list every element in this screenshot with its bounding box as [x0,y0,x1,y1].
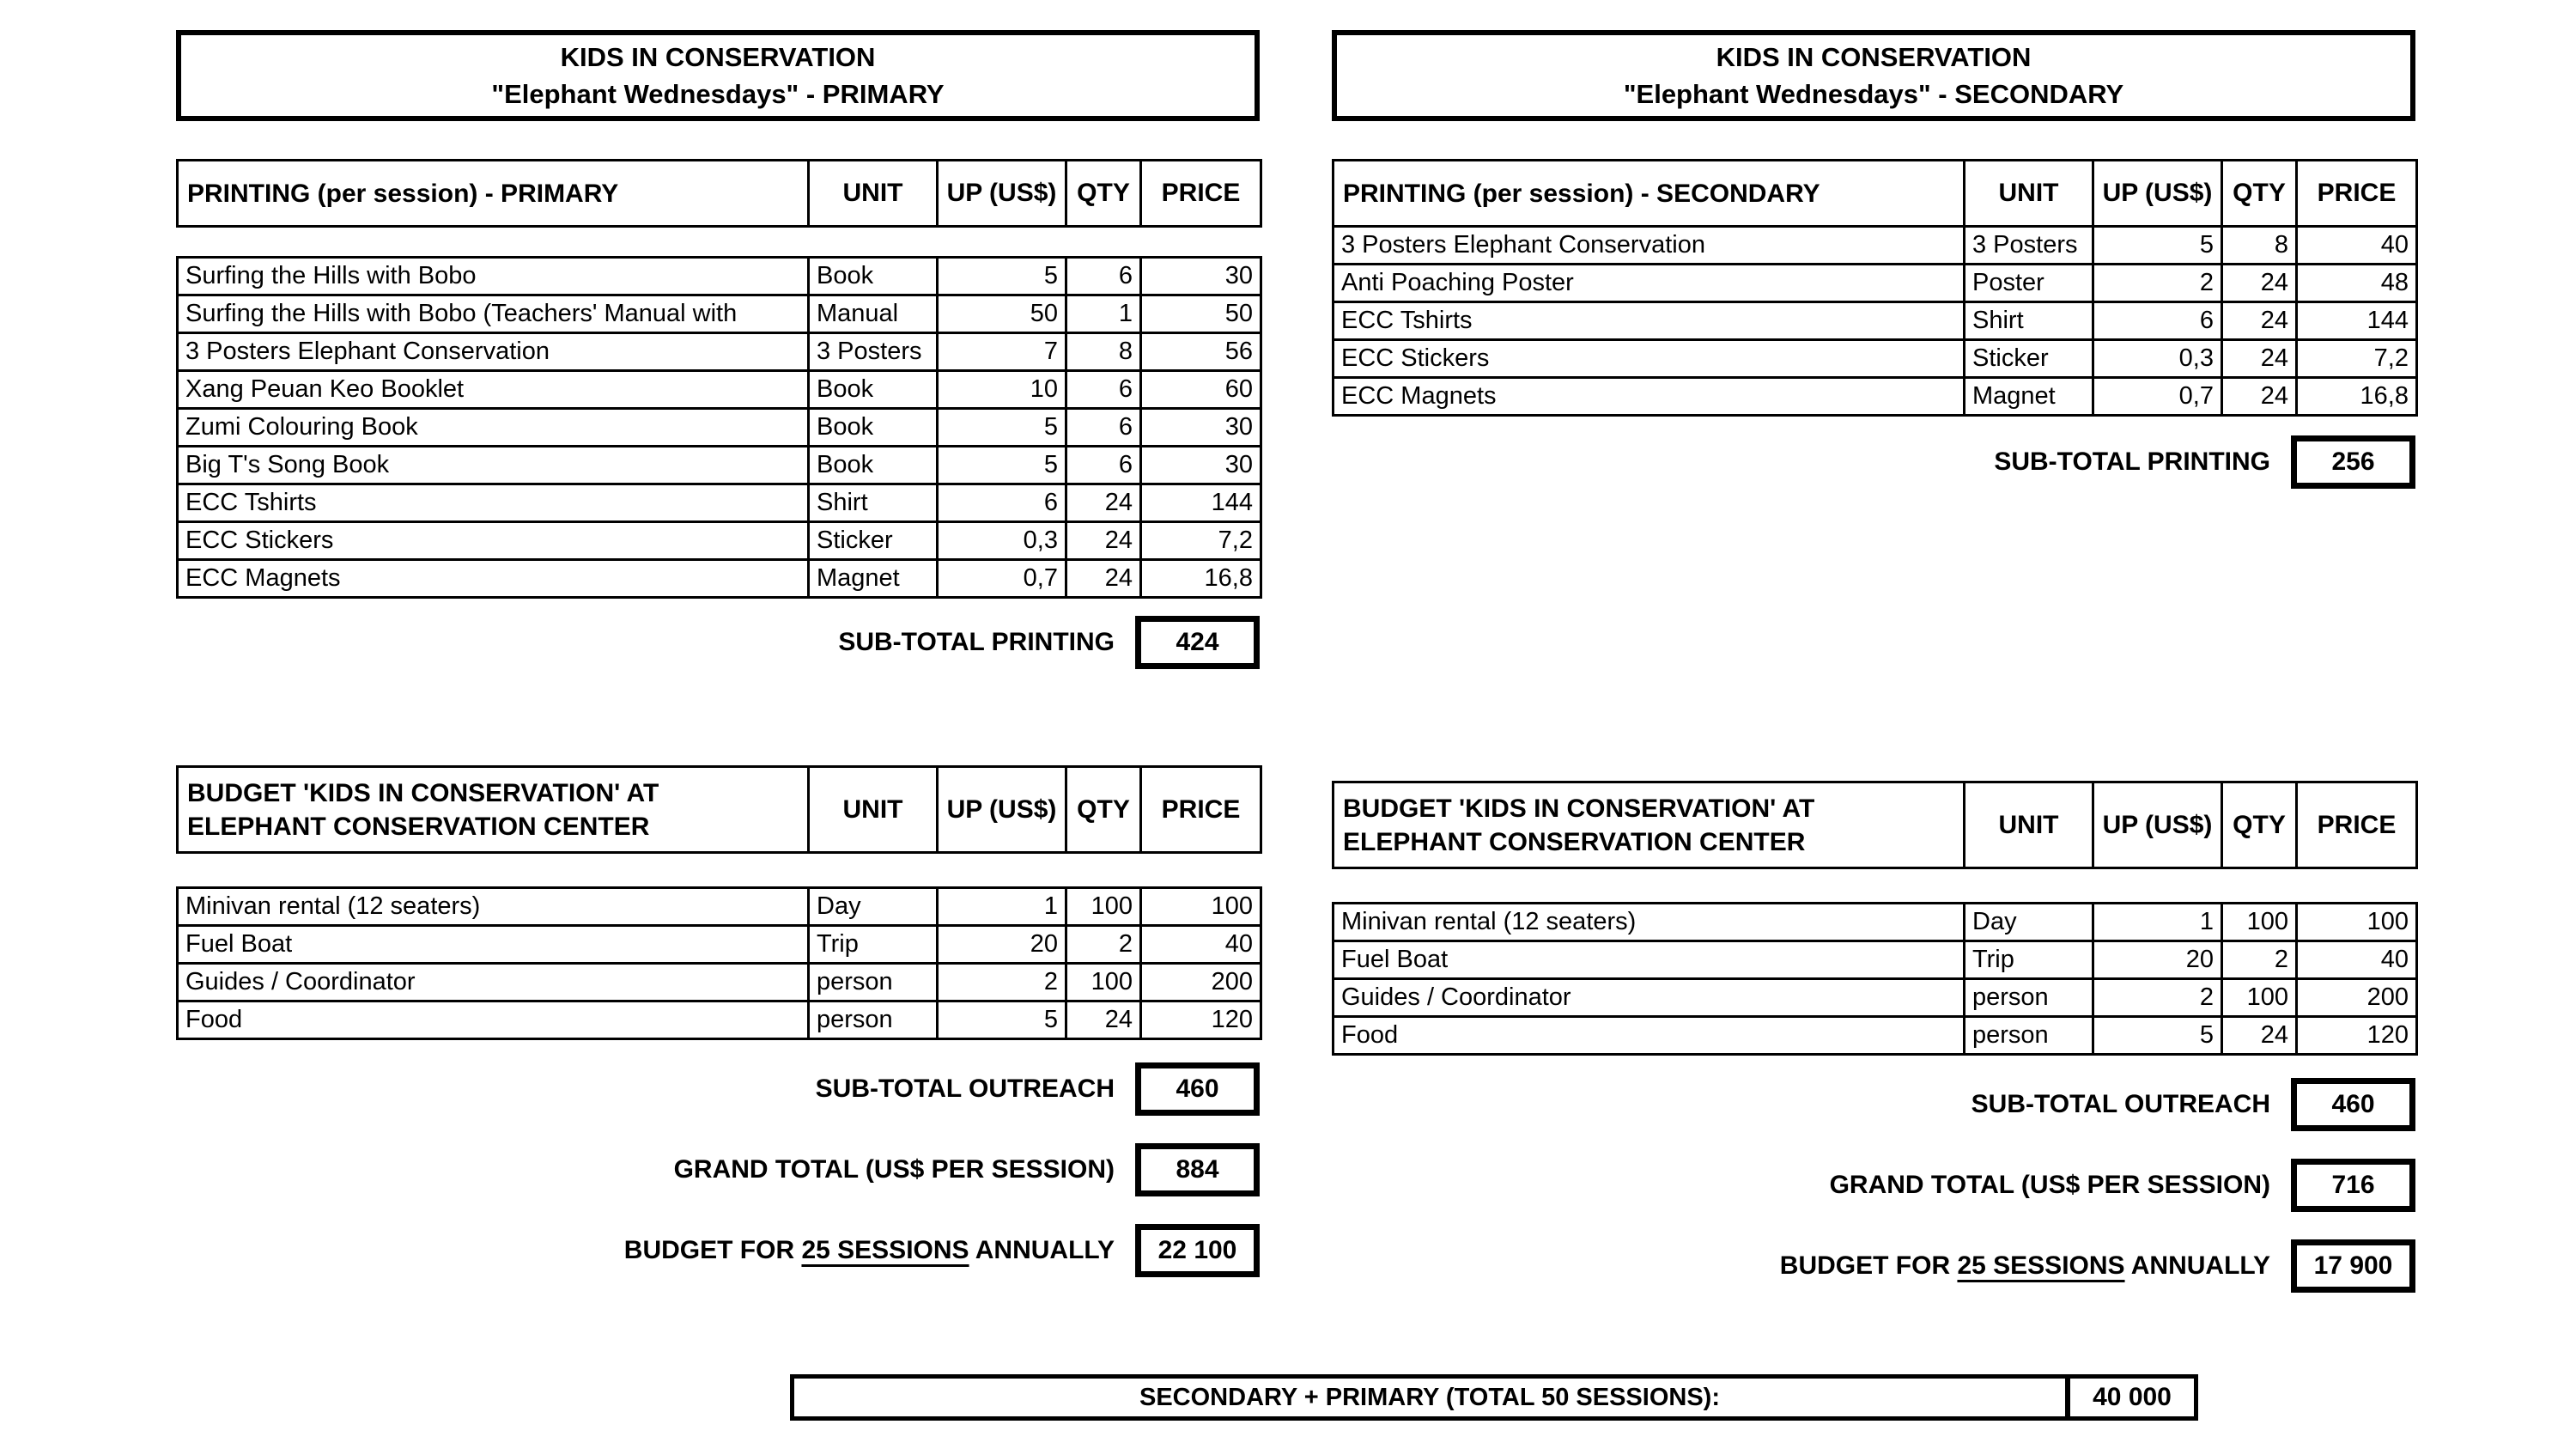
qty-cell: 6 [1066,371,1141,409]
table-row [1334,1017,2417,1055]
up-cell: 0,7 [2093,378,2222,416]
table-row [178,258,1261,295]
qty-cell: 100 [1066,888,1141,926]
unit-cell: 3 Posters [1965,227,2093,265]
item-cell: 3 Posters Elephant Conservation [1334,227,1965,265]
unit-cell: Sticker [1965,340,2093,378]
item-cell: 3 Posters Elephant Conservation [178,333,809,371]
up-cell: 0,3 [938,522,1066,560]
program-subtitle: "Elephant Wednesdays" - SECONDARY [1623,79,2124,109]
item-cell: Guides / Coordinator [178,964,809,1001]
price-cell: 200 [1141,964,1261,1001]
up-cell: 20 [938,926,1066,964]
price-cell: 56 [1141,333,1261,371]
qty-cell: 100 [1066,964,1141,1001]
up-cell: 5 [938,447,1066,484]
col-header-up: UP (US$) [2093,782,2222,868]
qty-cell: 8 [2222,227,2297,265]
up-cell: 2 [2093,979,2222,1017]
item-cell: Zumi Colouring Book [178,409,809,447]
table-row [178,1001,1261,1039]
table-row [178,484,1261,522]
secondary-title-box [1332,30,2415,121]
subtotal-printing-label: SUB-TOTAL PRINTING [838,628,1115,656]
qty-cell: 24 [2222,340,2297,378]
subtotal-outreach-value: 460 [1135,1062,1260,1116]
qty-cell: 24 [2222,265,2297,302]
qty-cell: 24 [1066,522,1141,560]
price-cell: 16,8 [1141,560,1261,598]
table-row [178,560,1261,598]
annual-budget-label: BUDGET FOR 25 SESSIONS ANNUALLY [623,1236,1115,1264]
printing-table-title: PRINTING (per session) - PRIMARY [178,161,809,227]
price-cell: 48 [2297,265,2417,302]
qty-cell: 1 [1066,295,1141,333]
col-header-qty: QTY [2222,782,2297,868]
header-row [1334,782,2417,868]
budget-header-secondary [1332,781,2418,869]
qty-cell: 6 [1066,409,1141,447]
item-cell: Fuel Boat [1334,941,1965,979]
col-header-qty: QTY [2222,161,2297,227]
unit-cell: person [809,964,938,1001]
col-header-up: UP (US$) [2093,161,2222,227]
col-header-price: PRICE [2297,161,2417,227]
up-cell: 5 [2093,1017,2222,1055]
combined-total-bar [790,1374,2198,1421]
col-header-unit: UNIT [809,767,938,853]
qty-cell: 24 [2222,302,2297,340]
col-header-unit: UNIT [1965,161,2093,227]
up-cell: 50 [938,295,1066,333]
unit-cell: Book [809,409,938,447]
budget-table-title: BUDGET 'KIDS IN CONSERVATION' AT ELEPHANT CONSERVATION CENTER [1334,782,1965,868]
up-cell: 5 [938,409,1066,447]
col-header-price: PRICE [1141,161,1261,227]
qty-cell: 100 [2222,904,2297,941]
annual-budget-row [1332,1239,2415,1293]
unit-cell: Book [809,371,938,409]
table-row [178,926,1261,964]
qty-cell: 24 [1066,560,1141,598]
item-cell: Food [178,1001,809,1039]
price-cell: 120 [2297,1017,2417,1055]
grand-total-label: GRAND TOTAL (US$ PER SESSION) [673,1155,1115,1184]
item-cell: Surfing the Hills with Bobo [178,258,809,295]
col-header-unit: UNIT [1965,782,2093,868]
qty-cell: 24 [1066,1001,1141,1039]
printing-header-primary [176,159,1262,228]
table-row [1334,941,2417,979]
price-cell: 7,2 [2297,340,2417,378]
budget-table-primary [176,886,1262,1040]
item-cell: ECC Magnets [178,560,809,598]
table-row [1334,227,2417,265]
program-title: KIDS IN CONSERVATION [560,42,876,72]
qty-cell: 2 [2222,941,2297,979]
qty-cell: 100 [2222,979,2297,1017]
sessions-underline: 25 SESSIONS [801,1236,969,1264]
grand-total-row [1332,1159,2415,1212]
price-cell: 30 [1141,258,1261,295]
sessions-underline: 25 SESSIONS [1957,1251,2125,1280]
program-subtitle: "Elephant Wednesdays" - PRIMARY [491,79,945,109]
item-cell: Big T's Song Book [178,447,809,484]
up-cell: 1 [2093,904,2222,941]
price-cell: 16,8 [2297,378,2417,416]
subtotal-outreach-value: 460 [2291,1078,2415,1131]
program-title: KIDS IN CONSERVATION [1716,42,2032,72]
header-row [178,161,1261,227]
item-cell: Minivan rental (12 seaters) [1334,904,1965,941]
subtotal-printing-value: 424 [1135,616,1260,669]
table-row [178,522,1261,560]
combined-total-label: SECONDARY + PRIMARY (TOTAL 50 SESSIONS): [1139,1383,1720,1411]
table-row [1334,340,2417,378]
combined-total-value: 40 000 [2065,1379,2194,1416]
price-cell: 144 [2297,302,2417,340]
up-cell: 5 [938,1001,1066,1039]
price-cell: 30 [1141,447,1261,484]
unit-cell: 3 Posters [809,333,938,371]
secondary-column [1332,30,2415,1293]
table-row [178,295,1261,333]
annual-budget-value: 17 900 [2291,1239,2415,1293]
grand-total-value: 716 [2291,1159,2415,1212]
table-row [1334,302,2417,340]
qty-cell: 2 [1066,926,1141,964]
price-cell: 40 [1141,926,1261,964]
unit-cell: Day [809,888,938,926]
price-cell: 100 [2297,904,2417,941]
annual-budget-label: BUDGET FOR 25 SESSIONS ANNUALLY [1779,1251,2270,1280]
primary-column [176,30,1260,1277]
price-cell: 120 [1141,1001,1261,1039]
budget-table-secondary [1332,902,2418,1056]
item-cell: ECC Tshirts [178,484,809,522]
price-cell: 100 [1141,888,1261,926]
qty-cell: 24 [1066,484,1141,522]
up-cell: 2 [2093,265,2222,302]
subtotal-outreach-row [176,1062,1260,1116]
up-cell: 2 [938,964,1066,1001]
item-cell: Xang Peuan Keo Booklet [178,371,809,409]
subtotal-outreach-row [1332,1078,2415,1131]
table-row [1334,378,2417,416]
header-row [178,767,1261,853]
unit-cell: Magnet [809,560,938,598]
item-cell: ECC Magnets [1334,378,1965,416]
unit-cell: Magnet [1965,378,2093,416]
unit-cell: person [1965,979,2093,1017]
qty-cell: 24 [2222,1017,2297,1055]
item-cell: Surfing the Hills with Bobo (Teachers' Manual with [178,295,809,333]
primary-title-box [176,30,1260,121]
table-row [178,409,1261,447]
item-cell: ECC Stickers [178,522,809,560]
up-cell: 6 [938,484,1066,522]
price-cell: 30 [1141,409,1261,447]
table-row [1334,979,2417,1017]
printing-table-title: PRINTING (per session) - SECONDARY [1334,161,1965,227]
table-row [178,447,1261,484]
item-cell: ECC Stickers [1334,340,1965,378]
item-cell: Food [1334,1017,1965,1055]
table-row [178,333,1261,371]
subtotal-printing-label: SUB-TOTAL PRINTING [1994,447,2270,476]
printing-table-primary [176,256,1262,599]
qty-cell: 6 [1066,258,1141,295]
col-header-price: PRICE [2297,782,2417,868]
up-cell: 0,7 [938,560,1066,598]
table-row [1334,265,2417,302]
price-cell: 40 [2297,941,2417,979]
up-cell: 5 [938,258,1066,295]
grand-total-label: GRAND TOTAL (US$ PER SESSION) [1829,1171,2270,1199]
up-cell: 1 [938,888,1066,926]
qty-cell: 24 [2222,378,2297,416]
table-row [178,888,1261,926]
unit-cell: Shirt [1965,302,2093,340]
up-cell: 0,3 [2093,340,2222,378]
unit-cell: Manual [809,295,938,333]
subtotal-printing-row [176,616,1260,669]
subtotal-outreach-label: SUB-TOTAL OUTREACH [815,1075,1115,1103]
printing-table-secondary [1332,159,2418,417]
unit-cell: Book [809,447,938,484]
col-header-price: PRICE [1141,767,1261,853]
item-cell: Fuel Boat [178,926,809,964]
col-header-up: UP (US$) [938,767,1066,853]
grand-total-row [176,1143,1260,1196]
header-row [1334,161,2417,227]
unit-cell: Poster [1965,265,2093,302]
unit-cell: person [1965,1017,2093,1055]
budget-header-primary [176,765,1262,854]
item-cell: ECC Tshirts [1334,302,1965,340]
unit-cell: person [809,1001,938,1039]
table-row [1334,904,2417,941]
price-cell: 50 [1141,295,1261,333]
up-cell: 10 [938,371,1066,409]
price-cell: 40 [2297,227,2417,265]
col-header-qty: QTY [1066,161,1141,227]
up-cell: 5 [2093,227,2222,265]
up-cell: 20 [2093,941,2222,979]
item-cell: Guides / Coordinator [1334,979,1965,1017]
annual-budget-row [176,1224,1260,1277]
unit-cell: Day [1965,904,2093,941]
subtotal-printing-row [1332,435,2415,489]
qty-cell: 8 [1066,333,1141,371]
price-cell: 144 [1141,484,1261,522]
item-cell: Minivan rental (12 seaters) [178,888,809,926]
unit-cell: Shirt [809,484,938,522]
table-row [178,964,1261,1001]
qty-cell: 6 [1066,447,1141,484]
up-cell: 6 [2093,302,2222,340]
annual-budget-value: 22 100 [1135,1224,1260,1277]
grand-total-value: 884 [1135,1143,1260,1196]
unit-cell: Trip [1965,941,2093,979]
subtotal-printing-value: 256 [2291,435,2415,489]
item-cell: Anti Poaching Poster [1334,265,1965,302]
col-header-unit: UNIT [809,161,938,227]
subtotal-outreach-label: SUB-TOTAL OUTREACH [1971,1090,2270,1118]
unit-cell: Trip [809,926,938,964]
unit-cell: Book [809,258,938,295]
table-row [178,371,1261,409]
up-cell: 7 [938,333,1066,371]
col-header-up: UP (US$) [938,161,1066,227]
budget-table-title: BUDGET 'KIDS IN CONSERVATION' AT ELEPHANT CONSERVATION CENTER [178,767,809,853]
price-cell: 60 [1141,371,1261,409]
unit-cell: Sticker [809,522,938,560]
price-cell: 200 [2297,979,2417,1017]
col-header-qty: QTY [1066,767,1141,853]
price-cell: 7,2 [1141,522,1261,560]
